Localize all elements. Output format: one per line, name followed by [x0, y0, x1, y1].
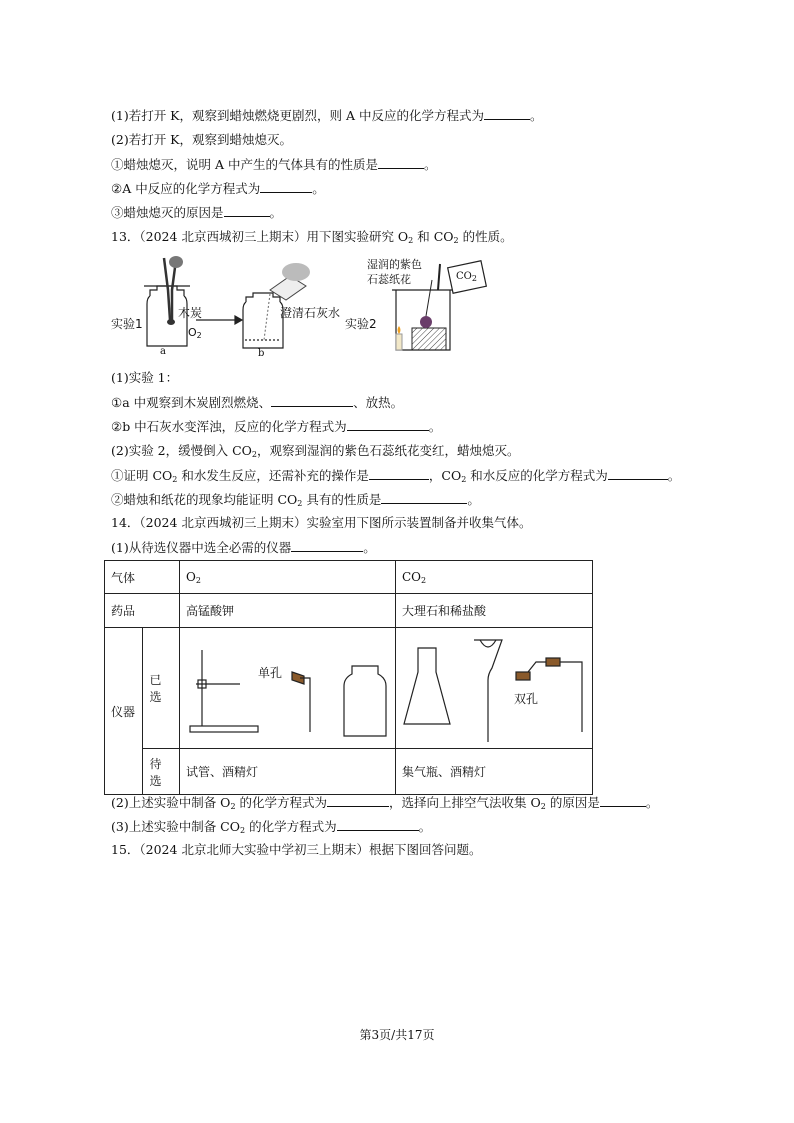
- label-charcoal: 木炭: [178, 306, 203, 320]
- table-row: [105, 749, 593, 795]
- stand-block: [412, 328, 446, 350]
- label-b: b: [258, 348, 265, 359]
- q14-title: 14．（2024 北京西城初三上期末）实验室用下图所示装置制备并收集气体。: [111, 515, 532, 530]
- single-hole-stopper-icon: [292, 672, 310, 732]
- liquid-stream: [264, 294, 270, 340]
- answer-blank[interactable]: [378, 156, 424, 169]
- q14-part1: (1)从待选仪器中选全必需的仪器 。: [111, 540, 376, 555]
- answer-blank[interactable]: [327, 794, 389, 807]
- drug-o2: 高锰酸钾: [180, 594, 396, 628]
- answer-blank[interactable]: [337, 818, 419, 831]
- answer-blank[interactable]: [369, 467, 429, 480]
- gas-bottle-icon: [344, 666, 386, 736]
- q12-sub2: ②A 中反应的化学方程式为 。: [111, 181, 325, 196]
- q13-part1: (1)实验 1：: [111, 370, 179, 385]
- answer-blank[interactable]: [224, 204, 270, 217]
- candle-icon: [396, 334, 402, 350]
- q13-sub1: ①a 中观察到木炭剧烈燃烧、 、放热。: [111, 395, 404, 410]
- label-co2: $CO_2$: [456, 271, 477, 283]
- hand-icon: [282, 263, 310, 281]
- q12-part2: (2)若打开 K，观察到蜡烛熄灭。: [111, 132, 293, 147]
- table-row: [105, 628, 593, 749]
- page-footer: 第3页/共17页: [359, 1028, 435, 1042]
- gas-o2: $O_2$: [180, 561, 396, 594]
- label-limewater: 澄清石灰水: [280, 306, 341, 320]
- arrow-icon: [196, 316, 242, 324]
- charcoal-icon: [167, 319, 175, 325]
- label-exp2: 实验2: [345, 317, 377, 331]
- candidate-label: 待选: [143, 749, 180, 795]
- selected-label: 已选: [143, 628, 180, 749]
- q12-sub3: ③蜡烛熄灭的原因是 。: [111, 205, 283, 220]
- long-neck-funnel-icon: [474, 640, 502, 742]
- q13-part2: (2)实验 2，缓慢倒入 $CO_2$，观察到湿润的紫色石蕊纸花变红，蜡烛熄灭。: [111, 443, 520, 459]
- gas-label: 气体: [105, 561, 180, 594]
- answer-blank[interactable]: [271, 394, 353, 407]
- candidate-o2: 试管、酒精灯: [180, 749, 396, 795]
- answer-blank[interactable]: [608, 467, 668, 480]
- candidate-co2: 集气瓶、酒精灯: [396, 749, 593, 795]
- answer-blank[interactable]: [291, 539, 363, 552]
- q14-part3: (3)上述实验中制备 $CO_2$ 的化学方程式为 。: [111, 819, 432, 835]
- o2-apparatus: [180, 628, 394, 745]
- conical-flask-icon: [404, 648, 450, 724]
- label-o2: $O_2$: [188, 326, 202, 340]
- answer-blank[interactable]: [260, 180, 312, 193]
- bottle-b: [243, 293, 283, 348]
- table-row: [105, 594, 593, 628]
- selected-co2-cell: [396, 628, 593, 749]
- label-a: a: [160, 346, 166, 357]
- label-paper-line2: 石蕊纸花: [367, 273, 411, 286]
- q12-part1: (1)若打开 K，观察到蜡烛燃烧更剧烈，则 A 中反应的化学方程式为 。: [111, 108, 543, 123]
- q13-title: 13．（2024 北京西城初三上期末）用下图实验研究 $O_2$ 和 $CO_2$ 的性质。: [111, 229, 513, 245]
- instrument-label: 仪器: [105, 628, 143, 795]
- q14-part2: (2)上述实验中制备 $O_2$ 的化学方程式为 ，选择向上排空气法收集 $O_2$ 的原因是 。: [111, 795, 659, 811]
- q13-sub2: ②b 中石灰水变浑浊，反应的化学方程式为 。: [111, 419, 442, 434]
- answer-blank[interactable]: [600, 794, 646, 807]
- q13-sub4: ②蜡烛和纸花的现象均能证明 $CO_2$ 具有的性质是 。: [111, 492, 480, 508]
- table-row: [105, 561, 593, 594]
- litmus-flower-icon: [420, 316, 432, 328]
- flame-icon: [398, 326, 401, 334]
- q13-sub3: ①证明 $CO_2$ 和水发生反应，还需补充的操作是 ，$CO_2$ 和水反应的化学方程式为 。: [111, 468, 681, 484]
- answer-blank[interactable]: [484, 107, 530, 120]
- co2-apparatus: [396, 628, 592, 745]
- selected-o2-cell: [180, 628, 396, 749]
- double-hole-label: 双孔: [514, 692, 539, 706]
- answer-blank[interactable]: [347, 418, 429, 431]
- apparatus-table: [104, 560, 593, 795]
- answer-blank[interactable]: [381, 491, 467, 504]
- iron-stand-icon: [190, 650, 258, 732]
- drug-label: 药品: [105, 594, 180, 628]
- label-paper-line1: 湿润的紫色: [367, 258, 422, 271]
- wire: [426, 280, 432, 316]
- pour-line: [438, 264, 440, 290]
- drug-co2: 大理石和稀盐酸: [396, 594, 593, 628]
- hand-icon: [169, 256, 183, 268]
- single-hole-label: 单孔: [258, 666, 283, 680]
- gas-co2: $CO_2$: [396, 561, 593, 594]
- q15-title: 15．（2024 北京北师大实验中学初三上期末）根据下图回答问题。: [111, 842, 482, 857]
- label-exp1: 实验1: [111, 317, 143, 331]
- q12-sub1: ①蜡烛熄灭，说明 A 中产生的气体具有的性质是 。: [111, 157, 437, 172]
